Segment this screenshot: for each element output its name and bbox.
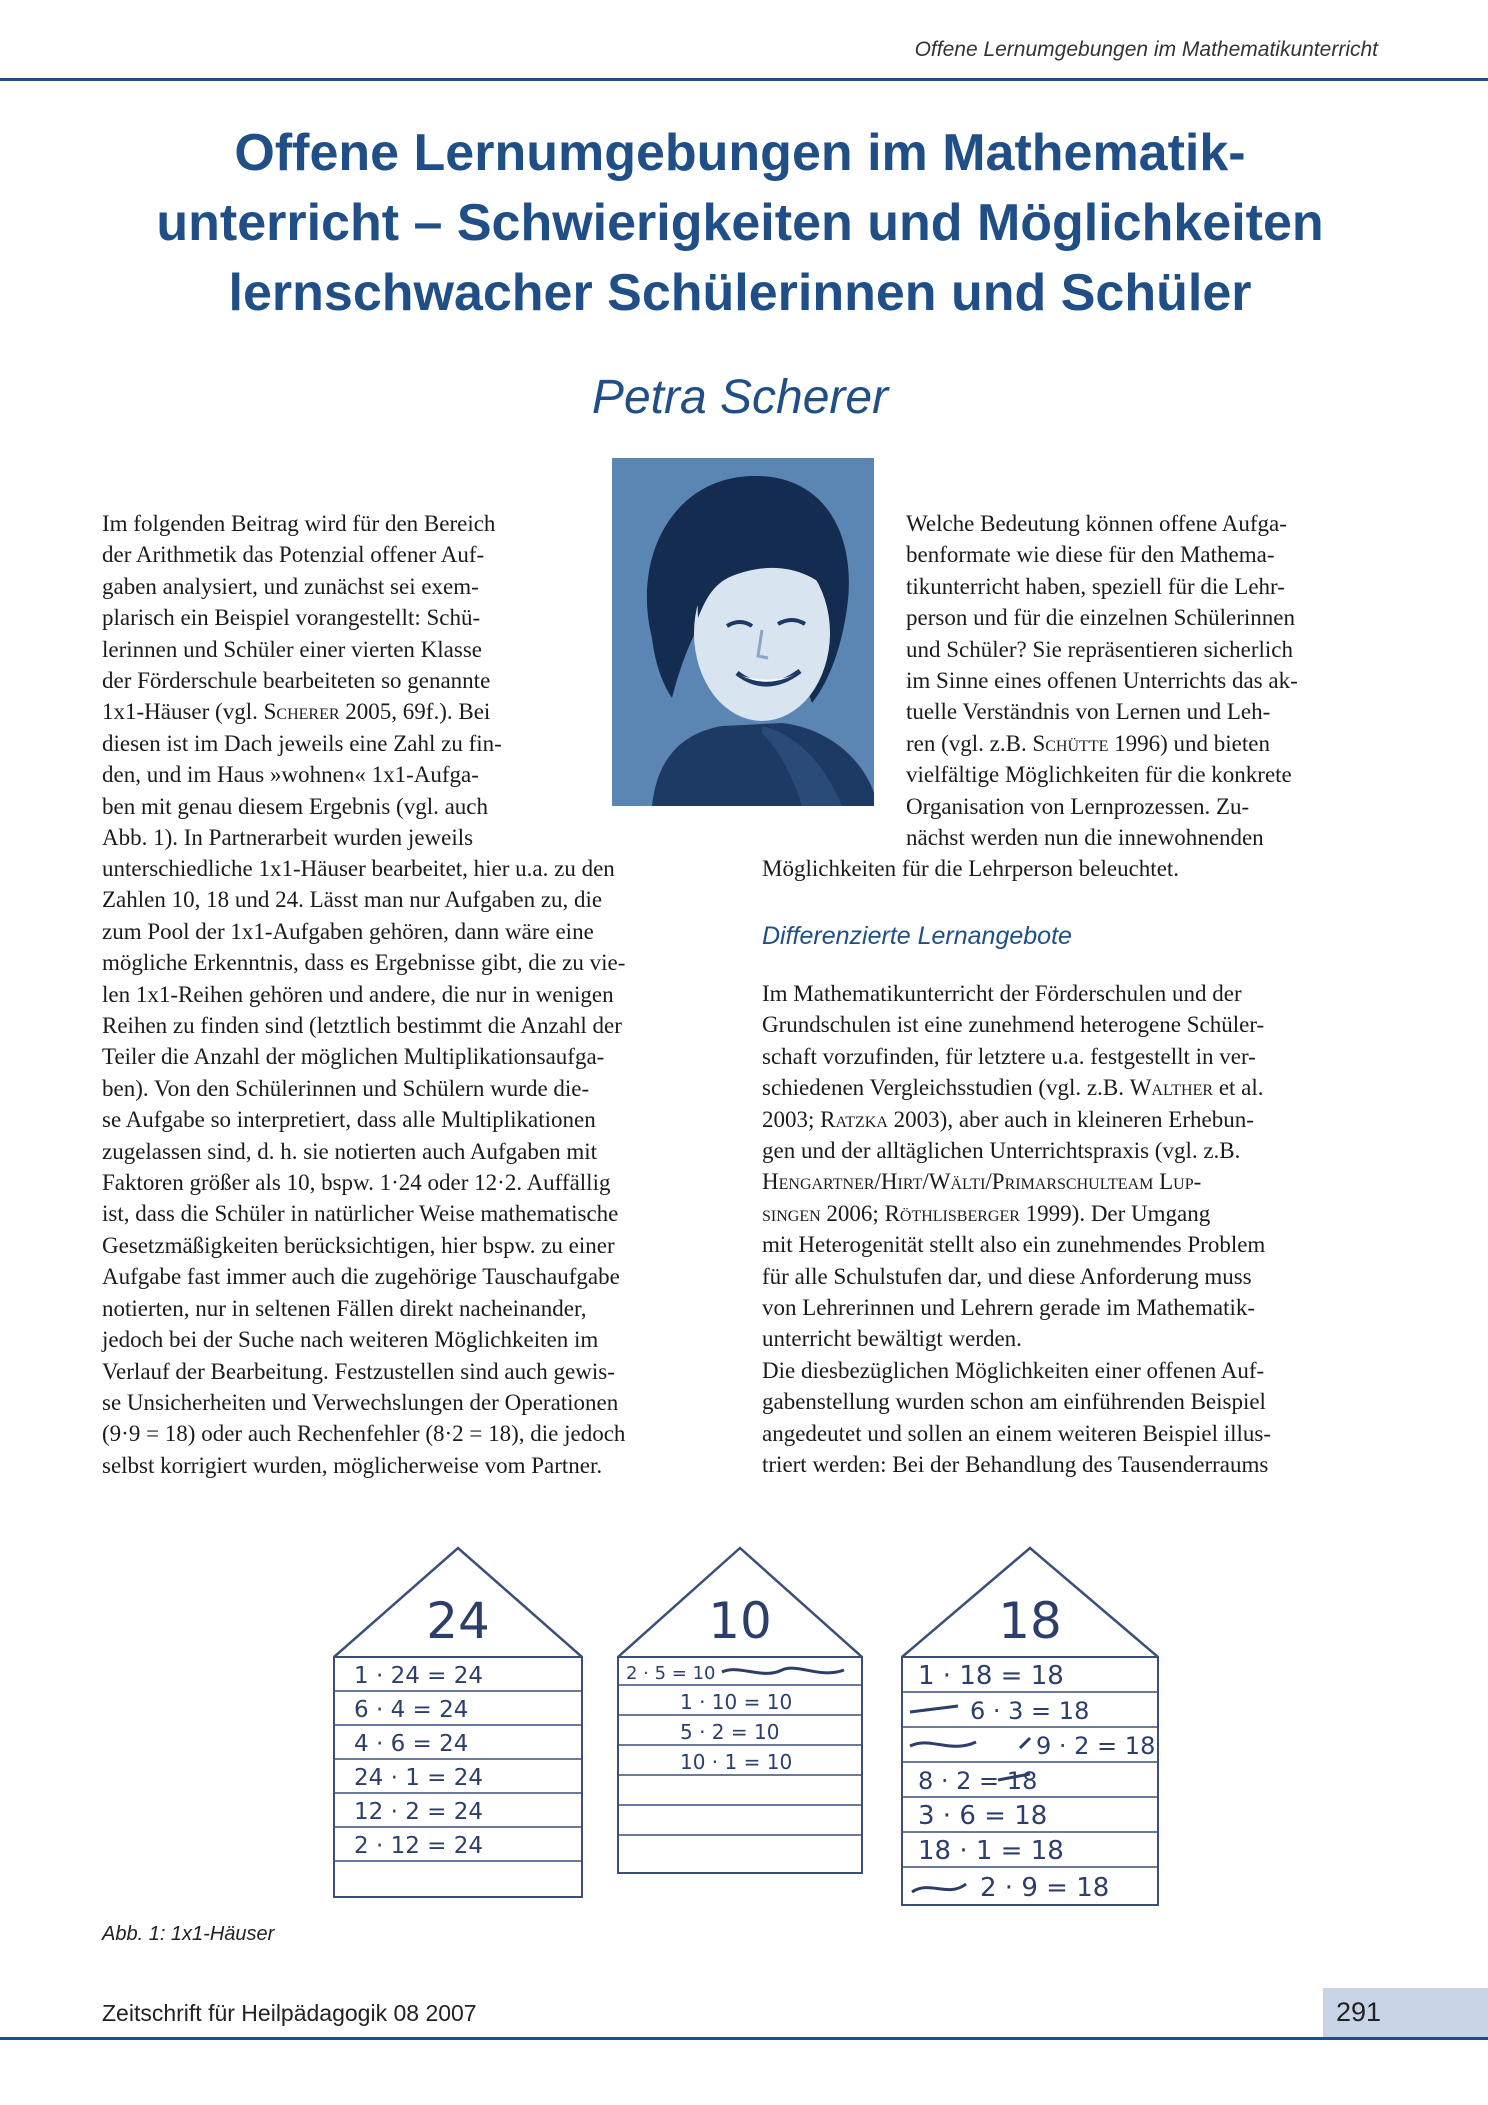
text-line: und Schüler? Sie repräsentieren sicherlich [906,636,1294,662]
house-entry: 3 · 6 = 18 [918,1801,1048,1831]
text-line [762,1104,1386,1135]
house-entry: 2 · 12 = 24 [354,1833,483,1859]
text-line: im Sinne eines offenen Unterrichts das ak- [906,668,1298,694]
house-entry: 18 · 1 = 18 [918,1836,1064,1866]
text-line: Möglichkeiten für die Lehrperson beleuchtet. [762,856,1180,881]
text-fragment: 2003), aber auch in kleineren Erhebun- [887,1106,1254,1132]
text-line: für alle Schulstufen dar, und diese Anforderung muss [762,1263,1252,1289]
example-paragraph [102,853,722,1481]
house-24 [334,1548,582,1897]
right-column-bottom [762,978,1386,1481]
house-entry: 8 · 2 = 18 [918,1767,1038,1795]
text-fragment: 2006; [820,1200,885,1226]
house-entry: 2 · 5 = 10 [626,1663,716,1684]
text-line: nächst werden nun die innewohnenden [906,825,1264,851]
text-line: schaft vorzufinden, für letztere u.a. festgestellt in ver- [762,1043,1256,1069]
journal-footer: Zeitschrift für Heilpädagogik 08 2007 [102,2000,477,2026]
text-line: angedeutet und sollen an einem weiteren Beispiel illus- [762,1420,1272,1446]
text-line: plarisch ein Beispiel vorangestellt: Schü- [102,605,481,631]
title-line: lernschwacher Schülerinnen und Schüler [228,264,1252,322]
title-line: Offene Lernumgebungen im Mathematik- [234,124,1246,182]
portrait-illustration [612,458,874,806]
text-line: person und für die einzelnen Schülerinnen [906,605,1295,631]
text-line: unterschiedliche 1x1-Häuser bearbeitet, hier u.a. zu den [102,856,615,881]
bottom-rule [0,2037,1488,2040]
text-line: notierten, nur in seltenen Fällen direkt nacheinander, [102,1295,587,1321]
question-paragraph [906,508,1386,853]
house-roof-number: 24 [426,1592,490,1650]
text-line: von Lehrerinnen und Lehrern gerade im Mathematik- [762,1295,1256,1321]
text-fragment: ren (vgl. z.B. [906,730,1033,756]
text-line: ist, dass die Schüler in natürlicher Weise mathematische [102,1201,619,1227]
text-line: (9·9 = 18) oder auch Rechenfehler (8·2 = 18), die jedoch [102,1421,626,1447]
text-line: tikunterricht haben, speziell für die Lehr- [906,573,1285,599]
right-column-last-line [762,853,1386,884]
house-entry: 1 · 18 = 18 [918,1661,1064,1691]
possibilities-paragraph [762,1355,1386,1481]
citation-author: Hengartner/Hirt/Wälti/Primarschulteam Lup- [762,1169,1202,1195]
right-column-top [906,508,1386,853]
house-roof-number: 18 [998,1592,1062,1650]
figure-caption: Abb. 1: 1x1-Häuser [102,1923,275,1945]
text-line: ben). Von den Schülerinnen und Schülern wurde die- [102,1075,590,1101]
text-line: der Förderschule bearbeiteten so genannte [102,668,491,694]
houses-drawing [330,1530,1170,1910]
text-line: se Unsicherheiten und Verwechslungen der Operationen [102,1389,619,1415]
text-line: der Arithmetik das Potenzial offener Auf- [102,542,485,568]
citation-author: Schütte [1032,730,1109,756]
house-entry: 2 · 9 = 18 [980,1873,1110,1903]
house-roof-number: 10 [708,1592,772,1650]
citation-author: singen [762,1200,821,1226]
house-entry: 6 · 4 = 24 [354,1697,469,1723]
text-fragment: 2003; [762,1106,821,1132]
text-line [762,1198,1386,1229]
article-title [60,118,1420,328]
running-head: Offene Lernumgebungen im Mathematikunterricht [914,38,1378,61]
house-10 [618,1548,862,1873]
text-line: jedoch bei der Suche nach weiteren Möglichkeiten im [102,1327,599,1353]
text-line: unterricht bewältigt werden. [762,1326,1022,1352]
house-entry: 6 · 3 = 18 [970,1697,1090,1725]
author-portrait [612,458,874,806]
citation-author: Scherer [263,699,340,725]
text-line: Im folgenden Beitrag wird für den Bereich [102,511,496,536]
text-line: gabenstellung wurden schon am einführenden Beispiel [762,1389,1266,1415]
text-line: Aufgabe fast immer auch die zugehörige Tauschaufgabe [102,1264,620,1290]
text-line: Teiler die Anzahl der möglichen Multiplikationsaufga- [102,1044,605,1070]
text-fragment: 2005, 69f.). Bei [339,699,491,725]
scribble-mark [910,1738,1030,1748]
heterogeneity-paragraph [762,978,1386,1355]
text-fragment: 1996) und bieten [1108,730,1270,756]
house-entry: 4 · 6 = 24 [354,1731,469,1757]
text-line: Welche Bedeutung können offene Aufga- [906,511,1287,536]
scribble-mark [912,1884,966,1892]
house-entry: 9 · 2 = 18 [1036,1732,1156,1760]
left-column-top [102,508,578,853]
scribble-mark [722,1668,844,1673]
text-line: mit Heterogenität stellt also ein zunehmendes Problem [762,1232,1266,1258]
text-line: vielfältige Möglichkeiten für die konkrete [906,762,1292,788]
text-line: zum Pool der 1x1-Aufgaben gehören, dann wäre eine [102,918,594,944]
text-line: gaben analysiert, und zunächst sei exem- [102,573,479,599]
citation-author: Walther [1129,1075,1214,1101]
text-line: benformate wie diese für den Mathema- [906,542,1275,568]
text-line [762,1072,1386,1103]
section-heading: Differenzierte Lernangebote [762,922,1072,950]
house-18 [902,1548,1158,1905]
text-line: Abb. 1). In Partnerarbeit wurden jeweils [102,825,474,851]
text-line: Zahlen 10, 18 und 24. Lässt man nur Aufgaben zu, die [102,887,603,913]
house-entry: 24 · 1 = 24 [354,1765,483,1791]
citation-author: Röthlisberger [884,1200,1020,1226]
text-line: mögliche Erkenntnis, dass es Ergebnisse gibt, die zu vie- [102,950,626,976]
text-line: Verlauf der Bearbeitung. Festzustellen sind auch gewis- [102,1358,615,1384]
figure-1x1-houses [330,1530,1170,1910]
author-name: Petra Scherer [591,371,889,424]
text-line: zugelassen sind, d. h. sie notierten auch Aufgaben mit [102,1138,598,1164]
text-line: Reihen zu finden sind (letztlich bestimmt die Anzahl der [102,1013,622,1039]
text-line: lerinnen und Schüler einer vierten Klasse [102,636,483,662]
text-line: den, und im Haus »wohnen« 1x1-Aufga- [102,762,479,788]
house-entry: 1 · 24 = 24 [354,1663,483,1689]
text-line [102,696,578,727]
text-line: diesen ist im Dach jeweils eine Zahl zu fin- [102,730,502,756]
text-line: Gesetzmäßigkeiten berücksichtigen, hier bspw. zu einer [102,1232,615,1258]
text-line: Organisation von Lernprozessen. Zu- [906,793,1250,819]
house-entry: 12 · 2 = 24 [354,1799,483,1825]
text-fragment: 1x1-Häuser (vgl. [102,699,264,725]
text-fragment: et al. [1213,1075,1264,1101]
text-line: Faktoren größer als 10, bspw. 1·24 oder 12·2. Auffällig [102,1170,611,1196]
text-line: Im Mathematikunterricht der Förderschulen und der [762,981,1242,1006]
text-line: tuelle Verständnis von Lernen und Leh- [906,699,1271,725]
text-fragment: schiedenen Vergleichsstudien (vgl. z.B. [762,1075,1130,1101]
text-line: Grundschulen ist eine zunehmend heterogene Schüler- [762,1012,1265,1038]
intro-paragraph [102,508,578,853]
house-entry: 1 · 10 = 10 [680,1690,793,1714]
top-rule [0,78,1488,81]
title-line: unterricht – Schwierigkeiten und Möglichkeiten [156,194,1324,252]
text-line: gen und der alltäglichen Unterrichtspraxis (vgl. z.B. [762,1138,1241,1164]
text-line: se Aufgabe so interpretiert, dass alle Multiplikationen [102,1107,596,1133]
house-entry: 5 · 2 = 10 [680,1720,780,1744]
scribble-mark [910,1706,958,1712]
text-line: triert werden: Bei der Behandlung des Tausenderraums [762,1452,1269,1478]
house-entry: 10 · 1 = 10 [680,1750,793,1774]
text-line: len 1x1-Reihen gehören und andere, die nur in wenigen [102,981,614,1007]
left-column-bottom [102,853,722,1481]
page-number: 291 [1336,1997,1382,2027]
citation-author: Ratzka [820,1106,888,1132]
text-line: selbst korrigiert wurden, möglicherweise vom Partner. [102,1452,603,1478]
text-line: ben mit genau diesem Ergebnis (vgl. auch [102,793,489,819]
text-fragment: 1999). Der Umgang [1019,1200,1211,1226]
text-line [906,728,1386,759]
text-line: Die diesbezüglichen Möglichkeiten einer offenen Auf- [762,1357,1265,1383]
